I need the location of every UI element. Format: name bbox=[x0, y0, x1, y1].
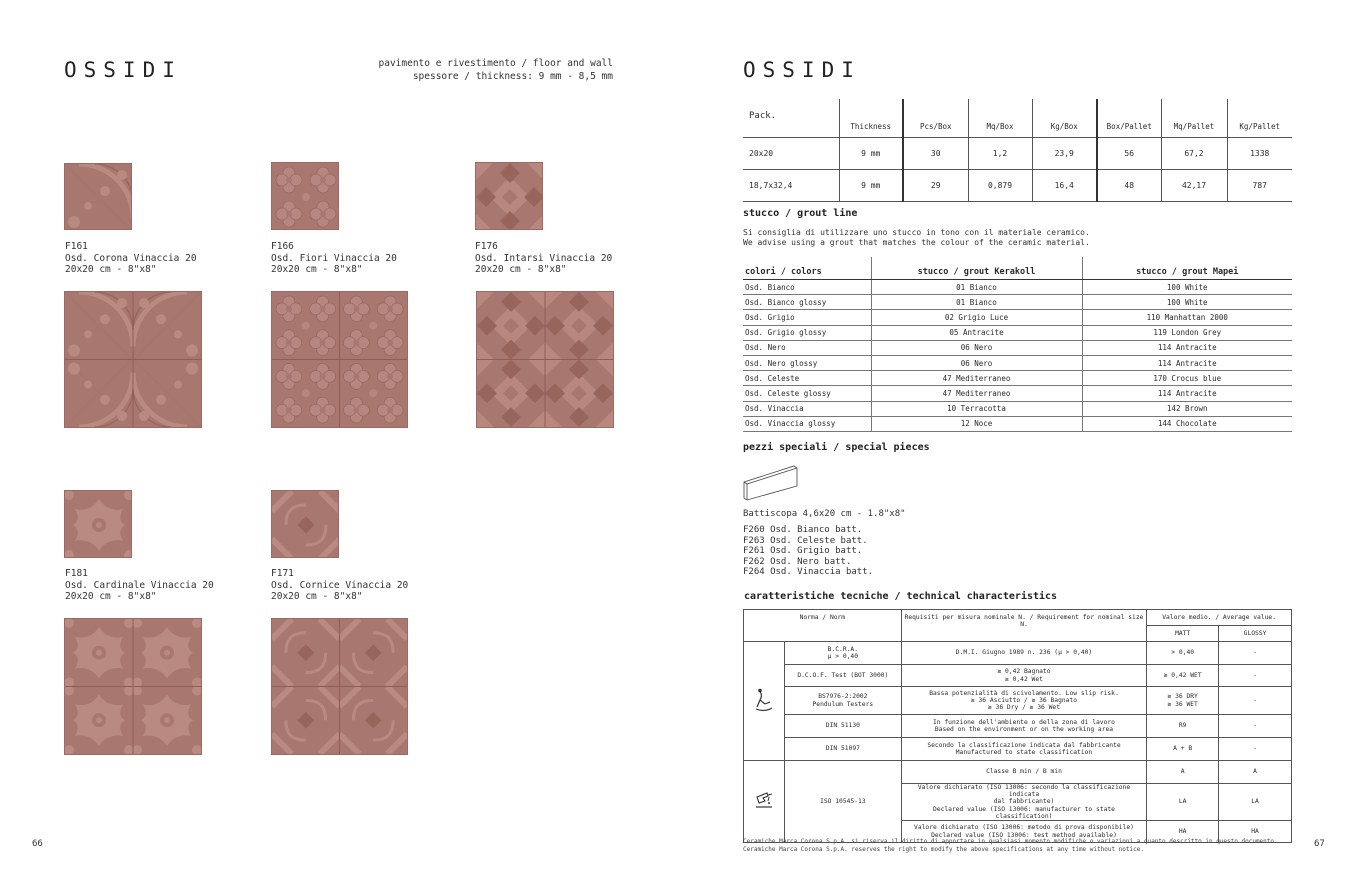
norm-cell bbox=[784, 687, 901, 715]
glossy-cell: - bbox=[1219, 738, 1292, 761]
grout-header-row bbox=[743, 257, 1292, 280]
cell: 12 Noce bbox=[871, 416, 1082, 431]
list-item: F263 Osd. Celeste batt. bbox=[743, 535, 868, 546]
product-name: Osd. Intarsi Vinaccia 20 bbox=[475, 252, 613, 264]
disclaimer bbox=[743, 838, 1278, 853]
cell: 170 Crocus blue bbox=[1082, 371, 1292, 386]
cell: Osd. Vinaccia glossy bbox=[743, 416, 871, 431]
header-average: Valore medio. / Average value. bbox=[1147, 610, 1292, 626]
glossy-cell: HA bbox=[1219, 821, 1292, 843]
stain-icon-cell bbox=[744, 761, 785, 843]
grout-section-title: stucco / grout line bbox=[743, 208, 858, 219]
req-text: ≥ 36 Dry / ≥ 36 Wet bbox=[987, 704, 1060, 712]
header-glossy: GLOSSY bbox=[1219, 626, 1292, 642]
header-norm: Norma / Norm bbox=[744, 610, 902, 642]
cell: 119 London Grey bbox=[1082, 325, 1292, 340]
matt-cell: A + B bbox=[1147, 738, 1219, 761]
header-box-pallet: Box/Pallet bbox=[1097, 99, 1161, 138]
left-page-title: OSSIDI bbox=[64, 58, 182, 82]
product-caption-f171 bbox=[271, 568, 408, 603]
tile-swatch-cardinale bbox=[64, 490, 132, 558]
matt-cell: HA bbox=[1147, 821, 1219, 843]
cell: 144 Chocolate bbox=[1082, 416, 1292, 431]
matt-cell bbox=[1147, 687, 1219, 715]
product-caption-f161 bbox=[65, 241, 197, 276]
norm-cell bbox=[784, 642, 901, 665]
tech-row bbox=[744, 715, 1292, 738]
list-item: F262 Osd. Nero batt. bbox=[743, 556, 852, 567]
cell: 10 Terracotta bbox=[871, 401, 1082, 416]
req-text: Based on the environment or on the working area bbox=[934, 726, 1114, 733]
left-subtitle bbox=[313, 57, 613, 83]
product-size: 20x20 cm - 8"x8" bbox=[271, 264, 363, 275]
norm-text: BS7976-2:2002 bbox=[818, 693, 868, 701]
req-text: Declared value (ISO 13006: test method available) bbox=[931, 831, 1117, 839]
slip-icon-cell bbox=[744, 642, 785, 761]
matt-text: ≥ 36 DRY bbox=[1167, 693, 1198, 701]
req-text: ≥ 36 Asciutto / ≥ 36 Bagnato bbox=[970, 696, 1078, 704]
tile-composition-intarsi bbox=[476, 291, 614, 428]
req-text: Valore dichiarato (ISO 13006: metodo di prova disponibile) bbox=[914, 824, 1134, 832]
grout-row bbox=[743, 371, 1292, 386]
tile-swatch-intarsi bbox=[475, 162, 543, 230]
norm-text: Pendulum Testers bbox=[812, 700, 874, 708]
header-thickness: Thickness bbox=[839, 99, 903, 138]
header-requirement: Requisiti per misura nominale N. / Requirement for nominal size N. bbox=[901, 610, 1147, 642]
cell: 05 Antracite bbox=[871, 325, 1082, 340]
cell: Osd. Celeste glossy bbox=[743, 386, 871, 401]
cell: 9 mm bbox=[839, 170, 903, 202]
glossy-cell: - bbox=[1219, 715, 1292, 738]
grout-row bbox=[743, 280, 1292, 295]
req-cell bbox=[901, 715, 1147, 738]
glossy-cell: - bbox=[1219, 665, 1292, 687]
skirting-board-icon bbox=[742, 462, 800, 502]
iso-norm: ISO 10545-13 bbox=[784, 761, 901, 843]
packaging-header-row bbox=[743, 99, 1292, 138]
cell: 110 Manhattan 2000 bbox=[1082, 310, 1292, 325]
disclaimer-it: Ceramiche Marca Corona S.p.A. si riserva il diritto di apportare in qualsiasi momento modifiche o variazioni a quanto descritto in questo documento. bbox=[743, 838, 1278, 845]
tech-header-row bbox=[744, 610, 1292, 626]
product-name: Osd. Cornice Vinaccia 20 bbox=[271, 579, 409, 591]
product-size: 20x20 cm - 8"x8" bbox=[65, 591, 157, 602]
tech-row bbox=[744, 665, 1292, 687]
header-mq-box: Mq/Box bbox=[968, 99, 1032, 138]
cell: 114 Antracite bbox=[1082, 340, 1292, 355]
product-name: Osd. Corona Vinaccia 20 bbox=[65, 252, 197, 264]
cell: 0,879 bbox=[968, 170, 1032, 202]
cell: 142 Brown bbox=[1082, 401, 1292, 416]
grout-row bbox=[743, 386, 1292, 401]
req-text: D.M.I. Giugno 1989 n. 236 (μ > 0,40) bbox=[955, 649, 1093, 657]
req-cell bbox=[901, 687, 1147, 715]
battiscopa-size: Battiscopa 4,6x20 cm - 1.8"x8" bbox=[743, 509, 906, 519]
glossy-cell: - bbox=[1219, 642, 1292, 665]
packaging-table bbox=[743, 99, 1292, 202]
list-item: F261 Osd. Grigio batt. bbox=[743, 546, 863, 556]
header-pcs-box: Pcs/Box bbox=[903, 99, 968, 138]
grout-row bbox=[743, 340, 1292, 355]
cell: 20x20 bbox=[743, 138, 839, 170]
product-code: F181 bbox=[65, 568, 88, 579]
cell: 23,9 bbox=[1032, 138, 1097, 170]
header-kerakoll: stucco / grout Kerakoll bbox=[871, 257, 1082, 280]
matt-cell: ≥ 0,42 WET bbox=[1147, 665, 1219, 687]
grout-row bbox=[743, 310, 1292, 325]
cell: 100 White bbox=[1082, 280, 1292, 295]
product-size: 20x20 cm - 8"x8" bbox=[65, 264, 157, 275]
grout-note-en: We advise using a grout that matches the colour of the ceramic material. bbox=[743, 238, 1090, 247]
cell: Osd. Celeste bbox=[743, 371, 871, 386]
norm-cell: D.C.O.F. Test (BOT 3000) bbox=[784, 665, 901, 687]
req-text: Secondo la classificazione indicata dal fabbricante bbox=[927, 741, 1121, 749]
req-cell: Classe B min / B min bbox=[901, 761, 1147, 784]
cell: 1,2 bbox=[968, 138, 1032, 170]
cell: 16,4 bbox=[1032, 170, 1097, 202]
slip-resistance-icon bbox=[753, 688, 775, 712]
req-text: Declared value (ISO 13006: manufacturer to state classification) bbox=[932, 805, 1115, 820]
header-matt: MATT bbox=[1147, 626, 1219, 642]
norm-text: B.C.R.A. bbox=[827, 645, 859, 653]
norm-text: μ > 0,40 bbox=[827, 653, 859, 660]
cell: 02 Grigio Luce bbox=[871, 310, 1082, 325]
req-text: Manufactured to state classification bbox=[955, 749, 1093, 756]
product-size: 20x20 cm - 8"x8" bbox=[475, 264, 567, 275]
cell: 18,7x32,4 bbox=[743, 170, 839, 202]
disclaimer-en: Ceramiche Marca Corona S.p.A. reserves the right to modify the above specifications at any time without notice. bbox=[743, 845, 1144, 853]
cell: 01 Bianco bbox=[871, 295, 1082, 310]
product-code: F161 bbox=[65, 241, 88, 252]
cell: 114 Antracite bbox=[1082, 355, 1292, 370]
tile-composition-cardinale bbox=[64, 618, 202, 755]
product-name: Osd. Cardinale Vinaccia 20 bbox=[65, 579, 214, 591]
norm-cell: DIN 51130 bbox=[784, 715, 901, 738]
cell: 29 bbox=[903, 170, 968, 202]
glossy-cell: A bbox=[1219, 761, 1292, 784]
matt-text: ≥ 36 WET bbox=[1167, 700, 1198, 708]
special-pieces-title: pezzi speciali / special pieces bbox=[743, 442, 930, 453]
tile-composition-corona bbox=[64, 291, 202, 428]
cell: Osd. Grigio bbox=[743, 310, 871, 325]
tech-row bbox=[744, 687, 1292, 715]
product-caption-f166 bbox=[271, 241, 397, 276]
req-cell bbox=[901, 642, 1147, 665]
chemical-resistance-icon bbox=[753, 789, 775, 811]
tile-composition-cornice bbox=[271, 618, 408, 755]
header-mapei: stucco / grout Mapei bbox=[1082, 257, 1292, 280]
tile-swatch-fiori bbox=[271, 162, 339, 230]
header-pack: Pack. bbox=[743, 99, 839, 138]
cell: 42,17 bbox=[1161, 170, 1227, 202]
cell: 67,2 bbox=[1161, 138, 1227, 170]
cell: 47 Mediterraneo bbox=[871, 386, 1082, 401]
header-colors: colori / colors bbox=[743, 257, 871, 280]
cell: 114 Antracite bbox=[1082, 386, 1292, 401]
req-cell bbox=[901, 665, 1147, 687]
glossy-cell: LA bbox=[1219, 784, 1292, 821]
cell: Osd. Bianco bbox=[743, 280, 871, 295]
matt-cell: LA bbox=[1147, 784, 1219, 821]
norm-cell: DIN 51097 bbox=[784, 738, 901, 761]
grout-row bbox=[743, 355, 1292, 370]
grout-row bbox=[743, 416, 1292, 431]
tile-composition-fiori bbox=[271, 291, 408, 428]
req-text: dal fabbricante) bbox=[993, 798, 1055, 806]
subtitle-thickness: spessore / thickness: 9 mm - 8,5 mm bbox=[412, 71, 613, 82]
product-code: F176 bbox=[475, 241, 498, 252]
tile-swatch-cornice bbox=[271, 490, 339, 558]
cell: 06 Nero bbox=[871, 340, 1082, 355]
cell: Osd. Bianco glossy bbox=[743, 295, 871, 310]
product-name: Osd. Fiori Vinaccia 20 bbox=[271, 252, 397, 264]
product-caption-f181 bbox=[65, 568, 214, 603]
req-text: ≥ 0,42 Bagnato bbox=[997, 668, 1051, 676]
req-text: ≥ 0,42 Wet bbox=[1005, 675, 1043, 683]
tech-row bbox=[744, 738, 1292, 761]
grout-row bbox=[743, 325, 1292, 340]
product-code: F171 bbox=[271, 568, 294, 579]
grout-row bbox=[743, 295, 1292, 310]
req-text: Valore dichiarato (ISO 13006: secondo la classificazione indicata bbox=[917, 784, 1131, 799]
cell: 9 mm bbox=[839, 138, 903, 170]
header-mq-pallet: Mq/Pallet bbox=[1161, 99, 1227, 138]
grout-note bbox=[743, 228, 1090, 248]
left-page-number: 66 bbox=[32, 839, 43, 849]
technical-table bbox=[743, 609, 1292, 843]
packaging-row bbox=[743, 138, 1292, 170]
tech-row bbox=[744, 761, 1292, 784]
cell: 1338 bbox=[1227, 138, 1292, 170]
grout-row bbox=[743, 401, 1292, 416]
req-text: Bassa potenzialità di scivolamento. Low slip risk. bbox=[929, 689, 1119, 697]
cell: 01 Bianco bbox=[871, 280, 1082, 295]
cell: 787 bbox=[1227, 170, 1292, 202]
right-page-title: OSSIDI bbox=[743, 58, 861, 82]
grout-note-it: Si consiglia di utilizzare uno stucco in tono con il materiale ceramico. bbox=[743, 228, 1090, 237]
list-item: F260 Osd. Bianco batt. bbox=[743, 525, 863, 535]
cell: 30 bbox=[903, 138, 968, 170]
tech-row bbox=[744, 642, 1292, 665]
right-page-number: 67 bbox=[1314, 839, 1325, 849]
header-kg-pallet: Kg/Pallet bbox=[1227, 99, 1292, 138]
header-kg-box: Kg/Box bbox=[1032, 99, 1097, 138]
matt-cell: > 0,40 bbox=[1147, 642, 1219, 665]
grout-table bbox=[743, 257, 1292, 432]
cell: 48 bbox=[1097, 170, 1161, 202]
product-caption-f176 bbox=[475, 241, 612, 276]
cell: 100 White bbox=[1082, 295, 1292, 310]
cell: Osd. Nero glossy bbox=[743, 355, 871, 370]
technical-title: caratteristiche tecniche / technical characteristics bbox=[744, 591, 1058, 602]
req-text: In funzione dell'ambiente o della zona di lavoro bbox=[932, 718, 1115, 726]
packaging-row bbox=[743, 170, 1292, 202]
cell: Osd. Vinaccia bbox=[743, 401, 871, 416]
product-code: F166 bbox=[271, 241, 294, 252]
subtitle-floor-wall: pavimento e rivestimento / floor and wall bbox=[378, 58, 613, 69]
cell: 47 Mediterraneo bbox=[871, 371, 1082, 386]
req-cell bbox=[901, 738, 1147, 761]
list-item: F264 Osd. Vinaccia batt. bbox=[743, 567, 874, 577]
special-pieces-list bbox=[743, 525, 873, 578]
matt-cell: R9 bbox=[1147, 715, 1219, 738]
matt-cell: A bbox=[1147, 761, 1219, 784]
cell: Osd. Grigio glossy bbox=[743, 325, 871, 340]
product-size: 20x20 cm - 8"x8" bbox=[271, 591, 363, 602]
cell: 06 Nero bbox=[871, 355, 1082, 370]
tile-swatch-corona bbox=[64, 163, 132, 230]
req-cell bbox=[901, 784, 1147, 821]
cell: Osd. Nero bbox=[743, 340, 871, 355]
glossy-cell: - bbox=[1219, 687, 1292, 715]
cell: 56 bbox=[1097, 138, 1161, 170]
